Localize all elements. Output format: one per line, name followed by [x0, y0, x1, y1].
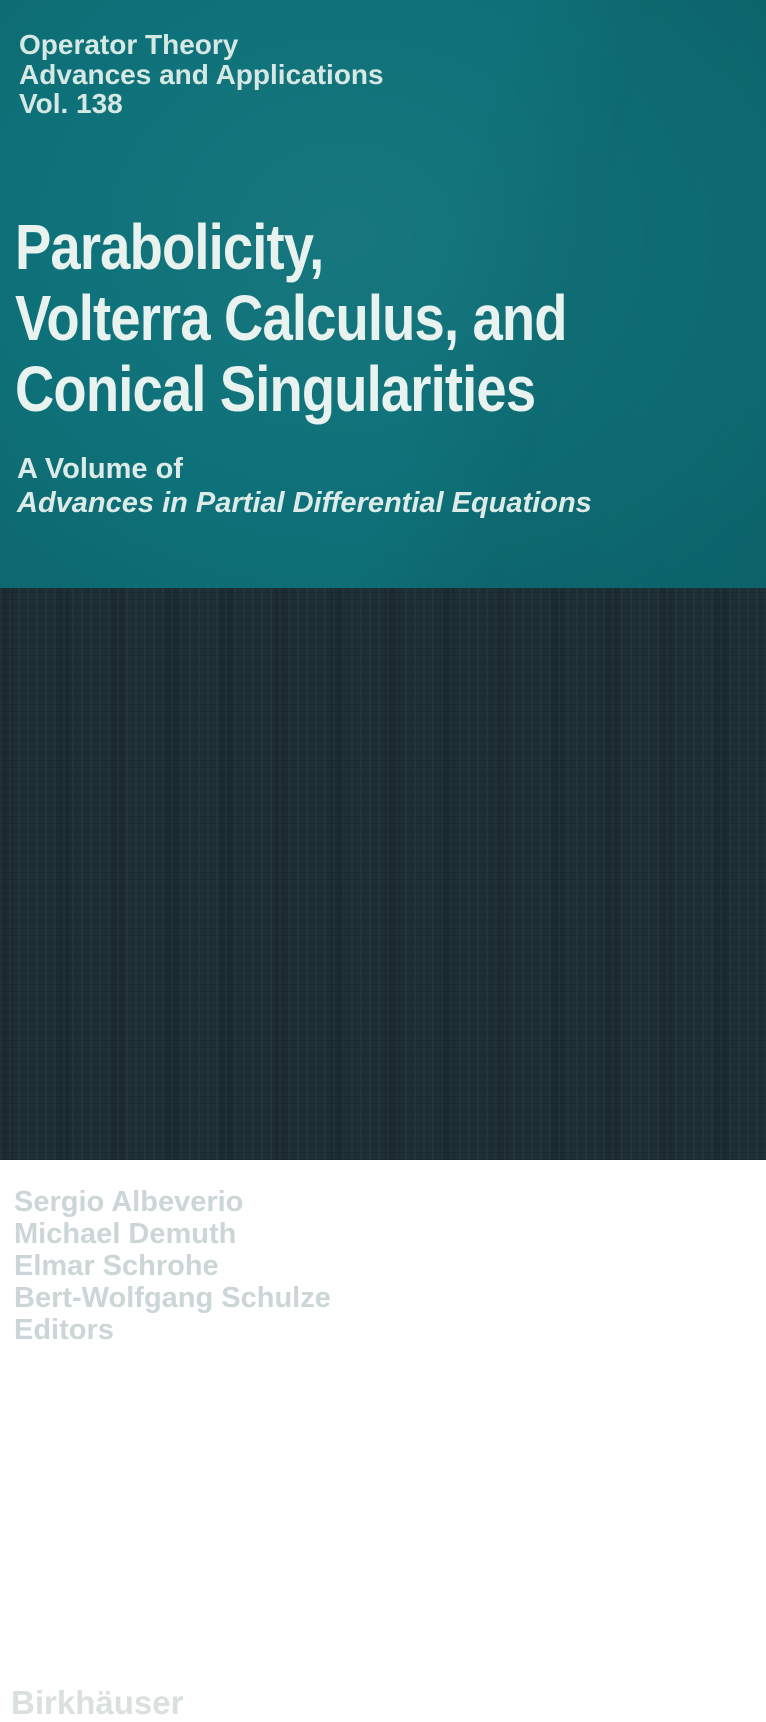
series-header — [19, 30, 384, 119]
subtitle-prefix: A Volume of — [17, 453, 183, 485]
cover-top-panel — [0, 0, 766, 588]
editor-name: Bert-Wolfgang Schulze — [14, 1282, 331, 1314]
editor-name: Sergio Albeverio — [14, 1186, 244, 1218]
book-subtitle — [17, 452, 592, 520]
book-title-line2: Volterra Calculus, and — [15, 282, 567, 354]
publisher-logo-text: Birkhäuser — [11, 1684, 184, 1721]
series-volume-number: Vol. 138 — [19, 88, 123, 119]
book-title — [15, 212, 567, 425]
series-name-line2: Advances and Applications — [19, 58, 384, 90]
series-name-line1: Operator Theory — [19, 29, 239, 60]
subtitle-series-title: Advances in Partial Differential Equations — [17, 487, 592, 519]
editors-block — [14, 1186, 331, 1346]
editor-name: Michael Demuth — [14, 1218, 237, 1250]
cover-bottom-panel — [0, 588, 766, 1721]
book-title-line1: Parabolicity, — [15, 211, 324, 283]
book-title-line3: Conical Singularities — [15, 353, 536, 425]
editor-name: Elmar Schrohe — [14, 1250, 219, 1282]
editors-role-label: Editors — [14, 1314, 114, 1346]
